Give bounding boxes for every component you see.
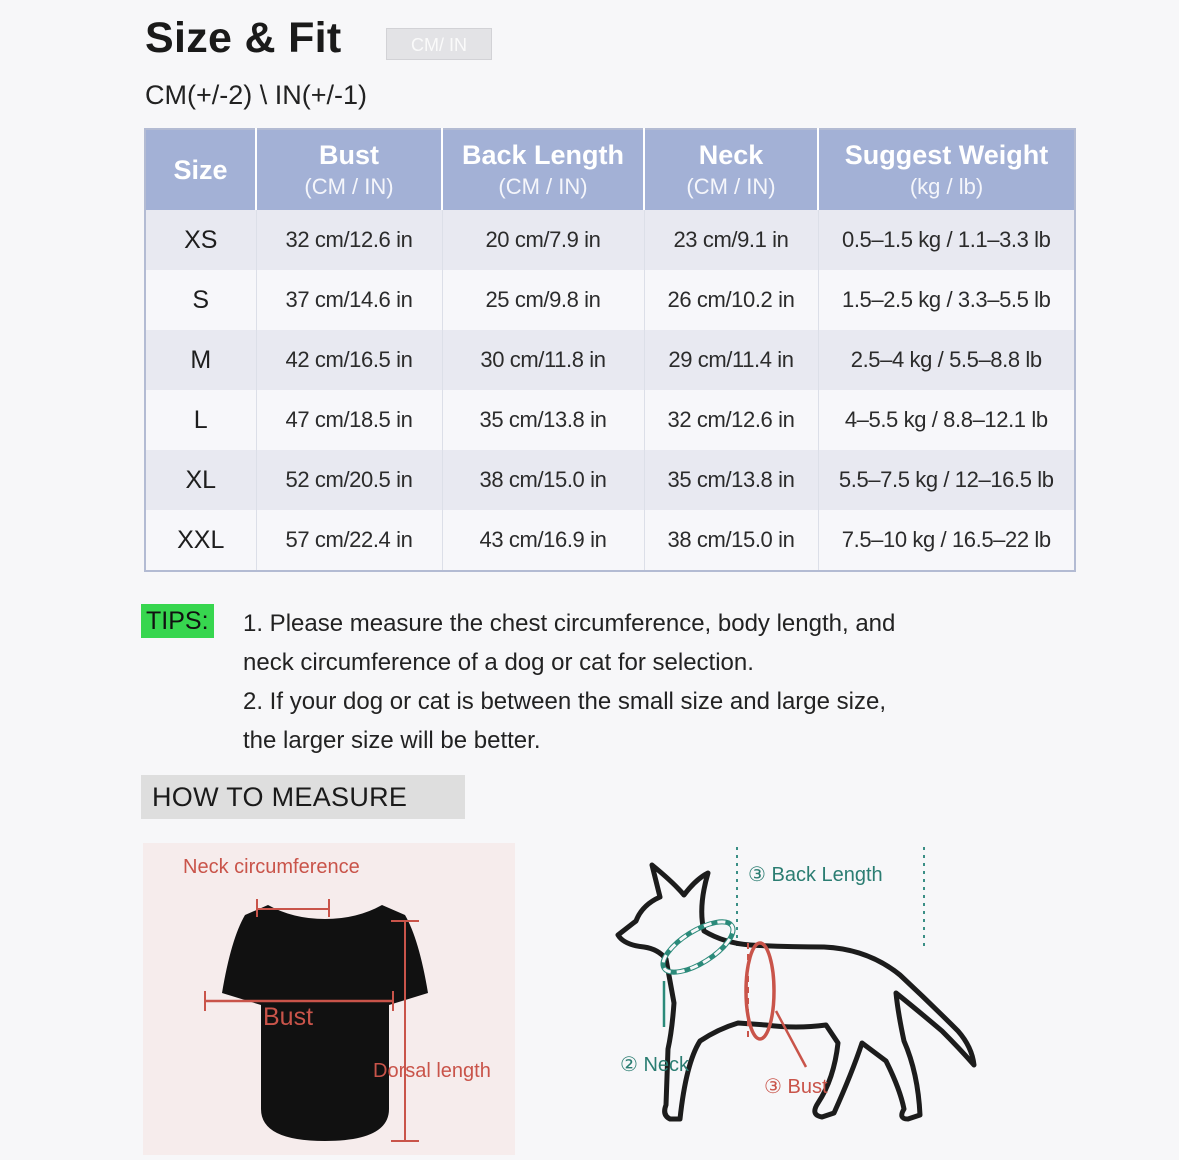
back-length-label: ③ Back Length bbox=[748, 864, 883, 886]
neck-cell: 29 cm/11.4 in bbox=[644, 330, 818, 390]
size-cell: XXL bbox=[145, 510, 256, 571]
shirt-shape bbox=[222, 905, 428, 1141]
shirt-illustration bbox=[143, 843, 515, 1155]
bust-cell: 47 cm/18.5 in bbox=[256, 390, 442, 450]
table-row bbox=[145, 390, 1075, 450]
back-length-cell: 43 cm/16.9 in bbox=[442, 510, 644, 571]
neck-cell: 38 cm/15.0 in bbox=[644, 510, 818, 571]
table-row bbox=[145, 330, 1075, 390]
shirt-measure-diagram bbox=[143, 843, 515, 1155]
table-row bbox=[145, 210, 1075, 270]
weight-cell: 0.5–1.5 kg / 1.1–3.3 lb bbox=[818, 210, 1075, 270]
tips-text bbox=[243, 604, 1063, 760]
size-cell: S bbox=[145, 270, 256, 330]
back-length-cell: 38 cm/15.0 in bbox=[442, 450, 644, 510]
column-header-bust: Bust (CM / IN) bbox=[256, 129, 442, 210]
neck-cell: 32 cm/12.6 in bbox=[644, 390, 818, 450]
table-row bbox=[145, 510, 1075, 571]
table-row bbox=[145, 450, 1075, 510]
weight-cell: 5.5–7.5 kg / 12–16.5 lb bbox=[818, 450, 1075, 510]
dorsal-length-label: Dorsal length bbox=[373, 1060, 491, 1082]
bust-label: Bust bbox=[263, 1003, 314, 1031]
dog-measure-diagram bbox=[600, 843, 1020, 1155]
weight-cell: 7.5–10 kg / 16.5–22 lb bbox=[818, 510, 1075, 571]
dog-illustration bbox=[600, 843, 1020, 1155]
back-length-cell: 35 cm/13.8 in bbox=[442, 390, 644, 450]
neck-cell: 26 cm/10.2 in bbox=[644, 270, 818, 330]
size-cell: XS bbox=[145, 210, 256, 270]
tips-label: TIPS: bbox=[141, 604, 214, 638]
tip-line: 2. If your dog or cat is between the small size and large size, bbox=[243, 688, 886, 715]
neck-circumference-label: Neck circumference bbox=[183, 856, 360, 878]
weight-cell: 4–5.5 kg / 8.8–12.1 lb bbox=[818, 390, 1075, 450]
bust-cell: 52 cm/20.5 in bbox=[256, 450, 442, 510]
back-length-cell: 25 cm/9.8 in bbox=[442, 270, 644, 330]
neck-label: ② Neck bbox=[620, 1054, 690, 1076]
weight-cell: 1.5–2.5 kg / 3.3–5.5 lb bbox=[818, 270, 1075, 330]
size-cell: XL bbox=[145, 450, 256, 510]
page-title: Size & Fit bbox=[145, 14, 342, 62]
table-row bbox=[145, 270, 1075, 330]
weight-cell: 2.5–4 kg / 5.5–8.8 lb bbox=[818, 330, 1075, 390]
size-chart-table bbox=[144, 128, 1076, 572]
neck-cell: 35 cm/13.8 in bbox=[644, 450, 818, 510]
column-header-back-length: Back Length (CM / IN) bbox=[442, 129, 644, 210]
column-header-weight: Suggest Weight (kg / lb) bbox=[818, 129, 1075, 210]
bust-label: ③ Bust bbox=[764, 1076, 828, 1098]
table-header-row bbox=[145, 129, 1075, 210]
tip-line: neck circumference of a dog or cat for selection. bbox=[243, 649, 754, 676]
neck-cell: 23 cm/9.1 in bbox=[644, 210, 818, 270]
bust-cell: 57 cm/22.4 in bbox=[256, 510, 442, 571]
unit-toggle-badge[interactable]: CM/ IN bbox=[386, 28, 492, 60]
column-header-size: Size bbox=[145, 129, 256, 210]
back-length-cell: 30 cm/11.8 in bbox=[442, 330, 644, 390]
tolerance-note: CM(+/-2) \ IN(+/-1) bbox=[145, 80, 368, 110]
column-header-neck: Neck (CM / IN) bbox=[644, 129, 818, 210]
back-length-cell: 20 cm/7.9 in bbox=[442, 210, 644, 270]
bust-cell: 32 cm/12.6 in bbox=[256, 210, 442, 270]
size-cell: M bbox=[145, 330, 256, 390]
tip-line: 1. Please measure the chest circumference, body length, and bbox=[243, 610, 896, 637]
how-to-measure-heading: HOW TO MEASURE bbox=[141, 775, 465, 819]
tip-line: the larger size will be better. bbox=[243, 727, 541, 754]
bust-cell: 37 cm/14.6 in bbox=[256, 270, 442, 330]
size-cell: L bbox=[145, 390, 256, 450]
bust-cell: 42 cm/16.5 in bbox=[256, 330, 442, 390]
